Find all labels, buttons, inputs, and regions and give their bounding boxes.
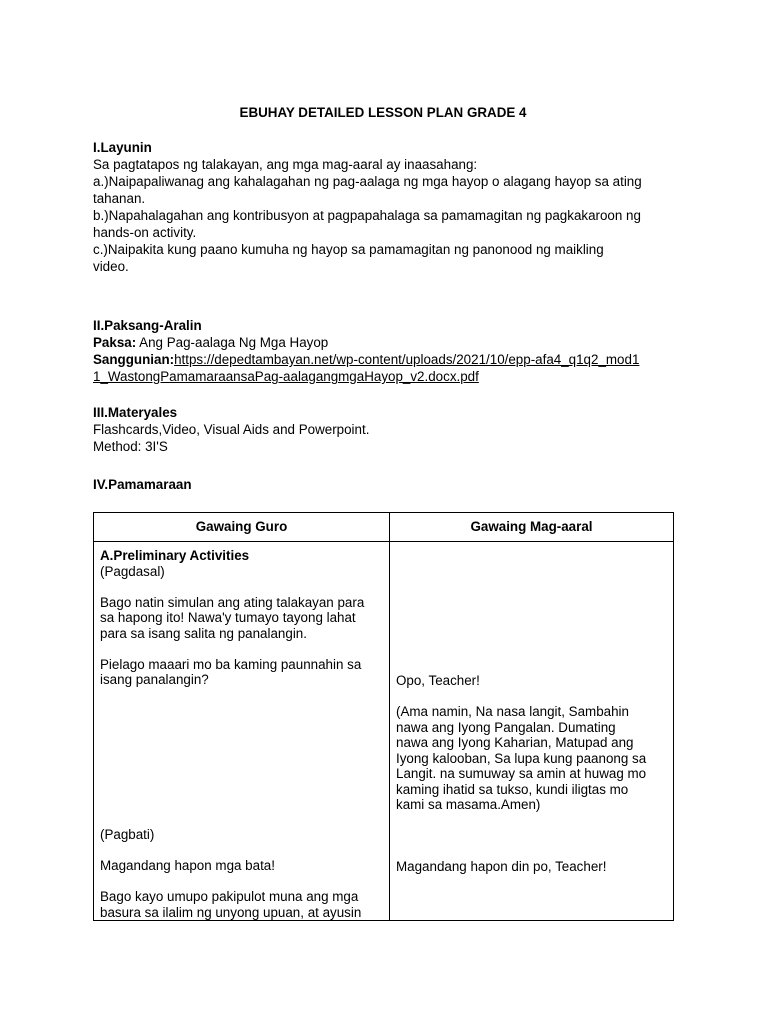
pamamaraan-heading: IV.Pamamaraan [93,477,192,492]
layunin-line: tahanan. [93,191,146,206]
table-row [94,542,674,921]
guro-text: basura sa ilalim ng unyong upuan, at ayusin [100,904,362,920]
guro-cell [94,542,390,921]
mag-aaral-text: kaming ihatid sa tukso, kundi iligtas mo [396,781,629,797]
guro-text: para sa isang salita ng panalangin. [100,625,307,641]
guro-text: Pielago maaari mo ba kaming paunnahin sa [100,656,362,672]
mag-aaral-text: nawa ang Iyong Kaharian, Matupad ang [396,735,634,750]
mag-aaral-text: (Ama namin, Na nasa langit, Sambahin [396,704,629,719]
layunin-section [93,139,683,275]
guro-text: sa hapong ito! Nawa'y tumayo tayong lahat [100,610,356,625]
sanggunian-row [93,351,683,368]
guro-text: Magandang hapon mga bata! [100,858,275,873]
paksang-aralin-heading: II.Paksang-Aralin [93,318,202,333]
layunin-line: video. [93,259,129,274]
mag-aaral-text: kami sa masama.Amen) [396,797,541,812]
table-header-row [94,513,674,542]
guro-text: Bago kayo umupo pakipulot muna ang mga [100,889,359,904]
paksa-row [93,334,683,351]
paksa-value: Ang Pag-aalaga Ng Mga Hayop [136,335,329,350]
materyales-line: Flashcards,Video, Visual Aids and Powerpoint. [93,422,370,437]
method-line: Method: 3I'S [93,439,168,454]
pagbati-label: (Pagbati) [100,827,155,842]
mag-aaral-cell [390,542,674,921]
mag-aaral-text: Iyong kalooban, Sa lupa kung paanong sa [396,750,647,766]
paksang-aralin-section [93,317,683,385]
guro-text: isang panalangin? [100,672,209,687]
layunin-intro: Sa pagtatapos ng talakayan, ang mga mag-aaral ay inaasahang: [93,157,478,172]
sanggunian-label: Sanggunian: [93,352,175,367]
section-heading: A.Preliminary Activities [100,548,250,563]
materyales-section [93,404,683,455]
sanggunian-link-cont-row [93,368,683,385]
mag-aaral-text: Langit. na sumuway sa amin at huwag mo [396,766,647,781]
pagdasal-label: (Pagdasal) [100,563,165,579]
col-header-guro: Gawaing Guro [94,513,390,542]
layunin-line: a.)Naipapaliwanag ang kahalagahan ng pag-aalaga ng mga hayop o alagang hayop sa ating [93,174,642,189]
lesson-table [93,512,674,921]
pamamaraan-section [93,476,683,493]
guro-text: Bago natin simulan ang ating talakayan para [100,594,365,610]
sanggunian-link-cont[interactable]: 1_WastongPamamaraansaPag-aalagangmgaHayop_v2.docx.pdf [93,369,479,384]
materyales-heading: III.Materyales [93,405,178,420]
mag-aaral-text: nawa ang Iyong Pangalan. Dumating [396,719,616,735]
layunin-heading: I.Layunin [93,140,152,155]
page-title: EBUHAY DETAILED LESSON PLAN GRADE 4 [239,105,527,120]
layunin-line: c.)Naipakita kung paano kumuha ng hayop sa pamamagitan ng panonood ng maikling [93,242,604,257]
sanggunian-link[interactable]: https://depedtambayan.net/wp-content/uploads/2021/10/epp-afa4_q1q2_mod1 [174,352,640,367]
layunin-line: b.)Napahalagahan ang kontribusyon at pagpapahalaga sa pamamagitan ng pagkakaroon ng [93,208,641,223]
mag-aaral-text: Opo, Teacher! [396,673,480,688]
mag-aaral-text: Magandang hapon din po, Teacher! [396,859,607,874]
paksa-label: Paksa: [93,335,137,350]
col-header-mag-aaral: Gawaing Mag-aaral [390,513,674,542]
layunin-line: hands-on activity. [93,225,197,240]
